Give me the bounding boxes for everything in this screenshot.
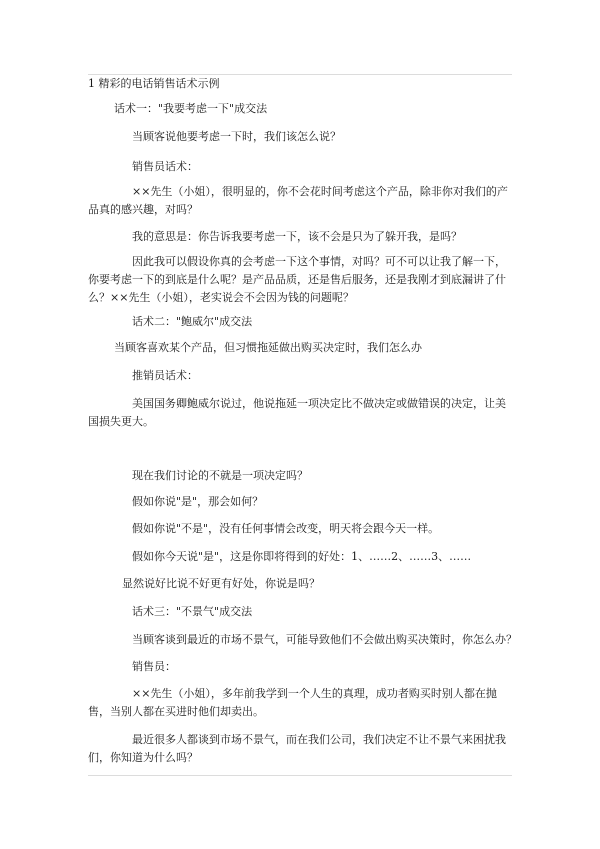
paragraph: 假如你说"不是"，没有任何事情会改变，明天将会跟今天一样。 — [132, 522, 440, 535]
section-title-3: 话术三："不景气"成交法 — [132, 605, 253, 618]
paragraph: 显然说好比说不好更有好处，你说是吗？ — [122, 577, 320, 590]
paragraph: 假如你今天说"是"，这是你即将得到的好处：1、……2、……3、…… — [132, 550, 472, 563]
paragraph: 销售员话术： — [132, 160, 198, 173]
paragraph: 销售员： — [132, 660, 176, 673]
paragraph: 当顾客谈到最近的市场不景气，可能导致他们不会做出购买决策时，你怎么办？ — [132, 633, 517, 646]
paragraph: 我的意思是：你告诉我要考虑一下，该不会是只为了躲开我，是吗？ — [132, 230, 462, 243]
paragraph: 因此我可以假设你真的会考虑一下这个事情，对吗？可不可以让我了解一下，你要考虑一下的到底是什么呢？是产品品质，还是售后服务，还是我刚才到底漏讲了什么？××先生（小姐），老实说会不会因为钱的问题呢？ — [88, 255, 506, 304]
section-title-1: 话术一："我要考虑一下"成交法 — [114, 102, 268, 115]
paragraph: 最近很多人都谈到市场不景气，而在我们公司，我们决定不让不景气来困扰我们，你知道为什么吗？ — [88, 733, 506, 764]
document-heading: 1 精彩的电话销售话术示例 — [88, 77, 220, 90]
paragraph: 美国国务卿鲍威尔说过，他说拖延一项决定比不做决定或做错误的决定，让美国损失更大。 — [88, 397, 506, 428]
paragraph: 假如你说"是"，那会如何？ — [132, 495, 264, 508]
paragraph: 推销员话术： — [132, 369, 198, 382]
paragraph: ××先生（小姐），很明显的，你不会花时间考虑这个产品，除非你对我们的产品真的感兴趣，对吗？ — [88, 185, 508, 216]
paragraph: ××先生（小姐），多年前我学到一个人生的真理，成功者购买时别人都在抛售，当别人都在买进时他们却卖出。 — [88, 687, 497, 718]
paragraph: 现在我们讨论的不就是一项决定吗？ — [132, 469, 308, 482]
section-title-2: 话术二："鲍威尔"成交法 — [132, 315, 253, 328]
document-page — [88, 74, 517, 776]
paragraph: 当顾客喜欢某个产品，但习惯拖延做出购买决定时，我们怎么办 — [114, 341, 422, 354]
paragraph: 当顾客说他要考虑一下时，我们该怎么说？ — [132, 130, 341, 143]
